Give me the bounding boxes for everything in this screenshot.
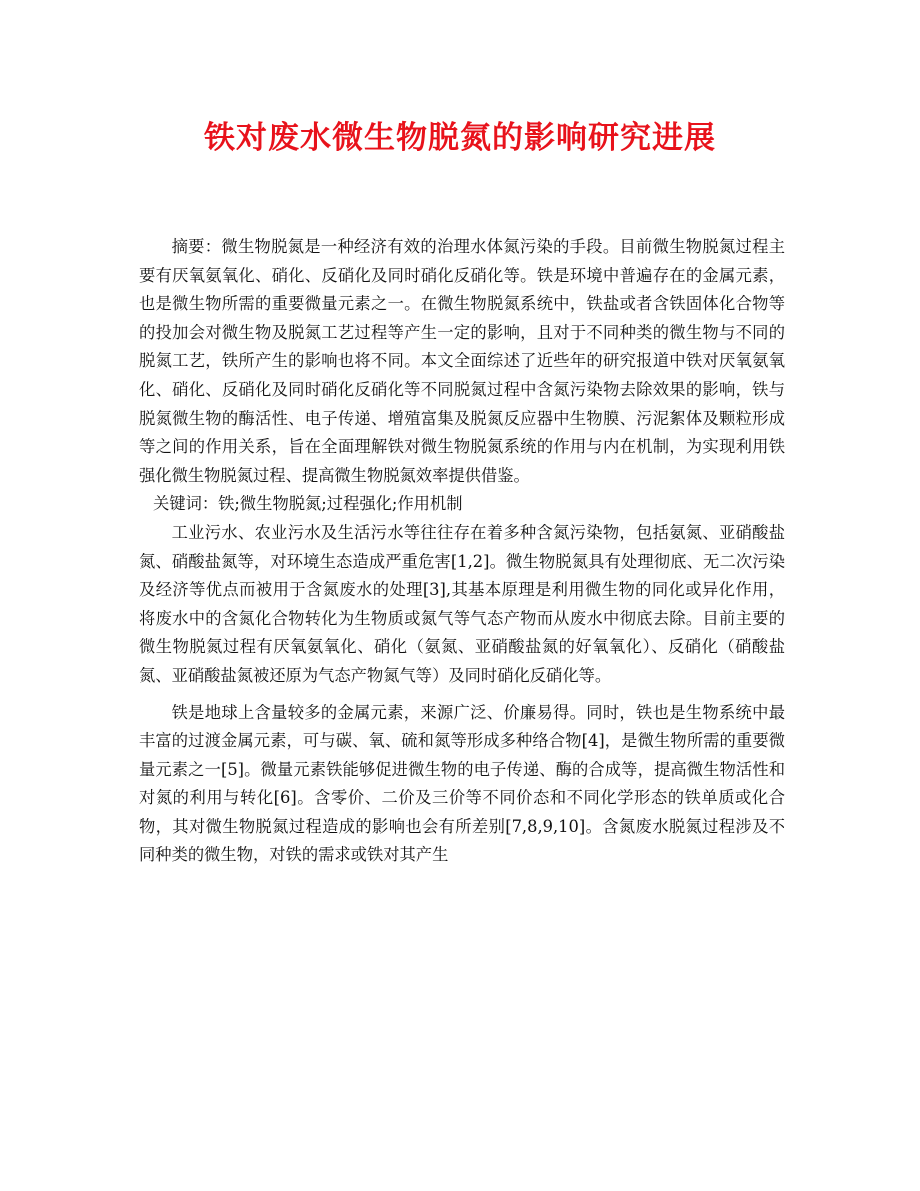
document-body [139, 233, 785, 870]
document-title: 铁对废水微生物脱氮的影响研究进展 [204, 120, 716, 156]
keywords-line: 关键词：铁;微生物脱氮;过程强化;作用机制 [153, 494, 463, 514]
abstract-paragraph: 摘要：微生物脱氮是一种经济有效的治理水体氮污染的手段。目前微生物脱氮过程主要有厌氧氨氧化、硝化、反硝化及同时硝化反硝化等。铁是环境中普遍存在的金属元素，也是微生物所需的重要微量元素之一。在微生物脱氮系统中，铁盐或者含铁固体化合物等的投加会对微生物及脱氮工艺过程等产生一定的影响，且对于不同种类的微生物与不同的脱氮工艺，铁所产生的影响也将不同。本文全面综述了近些年的研究报道中铁对厌氧氨氧化、硝化、反硝化及同时硝化反硝化等不同脱氮过程中含氮污染物去除效果的影响，铁与脱氮微生物的酶活性、电子传递、增殖富集及脱氮反应器中生物膜、污泥絮体及颗粒形成等之间的作用关系，旨在全面理解铁对微生物脱氮系统的作用与内在机制，为实现利用铁强化微生物脱氮过程、提高微生物脱氮效率提供借鉴。 [139, 237, 785, 485]
body-paragraph-1: 工业污水、农业污水及生活污水等往往存在着多种含氮污染物，包括氨氮、亚硝酸盐氮、硝酸盐氮等，对环境生态造成严重危害[1,2]。微生物脱氮具有处理彻底、无二次污染及经济等优点而被用于含氮废水的处理[3],其基本原理是利用微生物的同化或异化作用，将废水中的含氮化合物转化为生物质或氮气等气态产物而从废水中彻底去除。目前主要的微生物脱氮过程有厌氧氨氧化、硝化（氨氮、亚硝酸盐氮的好氧氧化）、反硝化（硝酸盐氮、亚硝酸盐氮被还原为气态产物氮气等）及同时硝化反硝化等。 [139, 522, 785, 685]
body-paragraph-2: 铁是地球上含量较多的金属元素，来源广泛、价廉易得。同时，铁也是生物系统中最丰富的过渡金属元素，可与碳、氧、硫和氮等形成多种络合物[4]，是微生物所需的重要微量元素之一[5]。微量元素铁能够促进微生物的电子传递、酶的合成等，提高微生物活性和对氮的利用与转化[6]。含零价、二价及三价等不同价态和不同化学形态的铁单质或化合物，其对微生物脱氮过程造成的影响也会有所差别[7,8,9,10]。含氮废水脱氮过程涉及不同种类的微生物，对铁的需求或铁对其产生 [139, 702, 785, 865]
